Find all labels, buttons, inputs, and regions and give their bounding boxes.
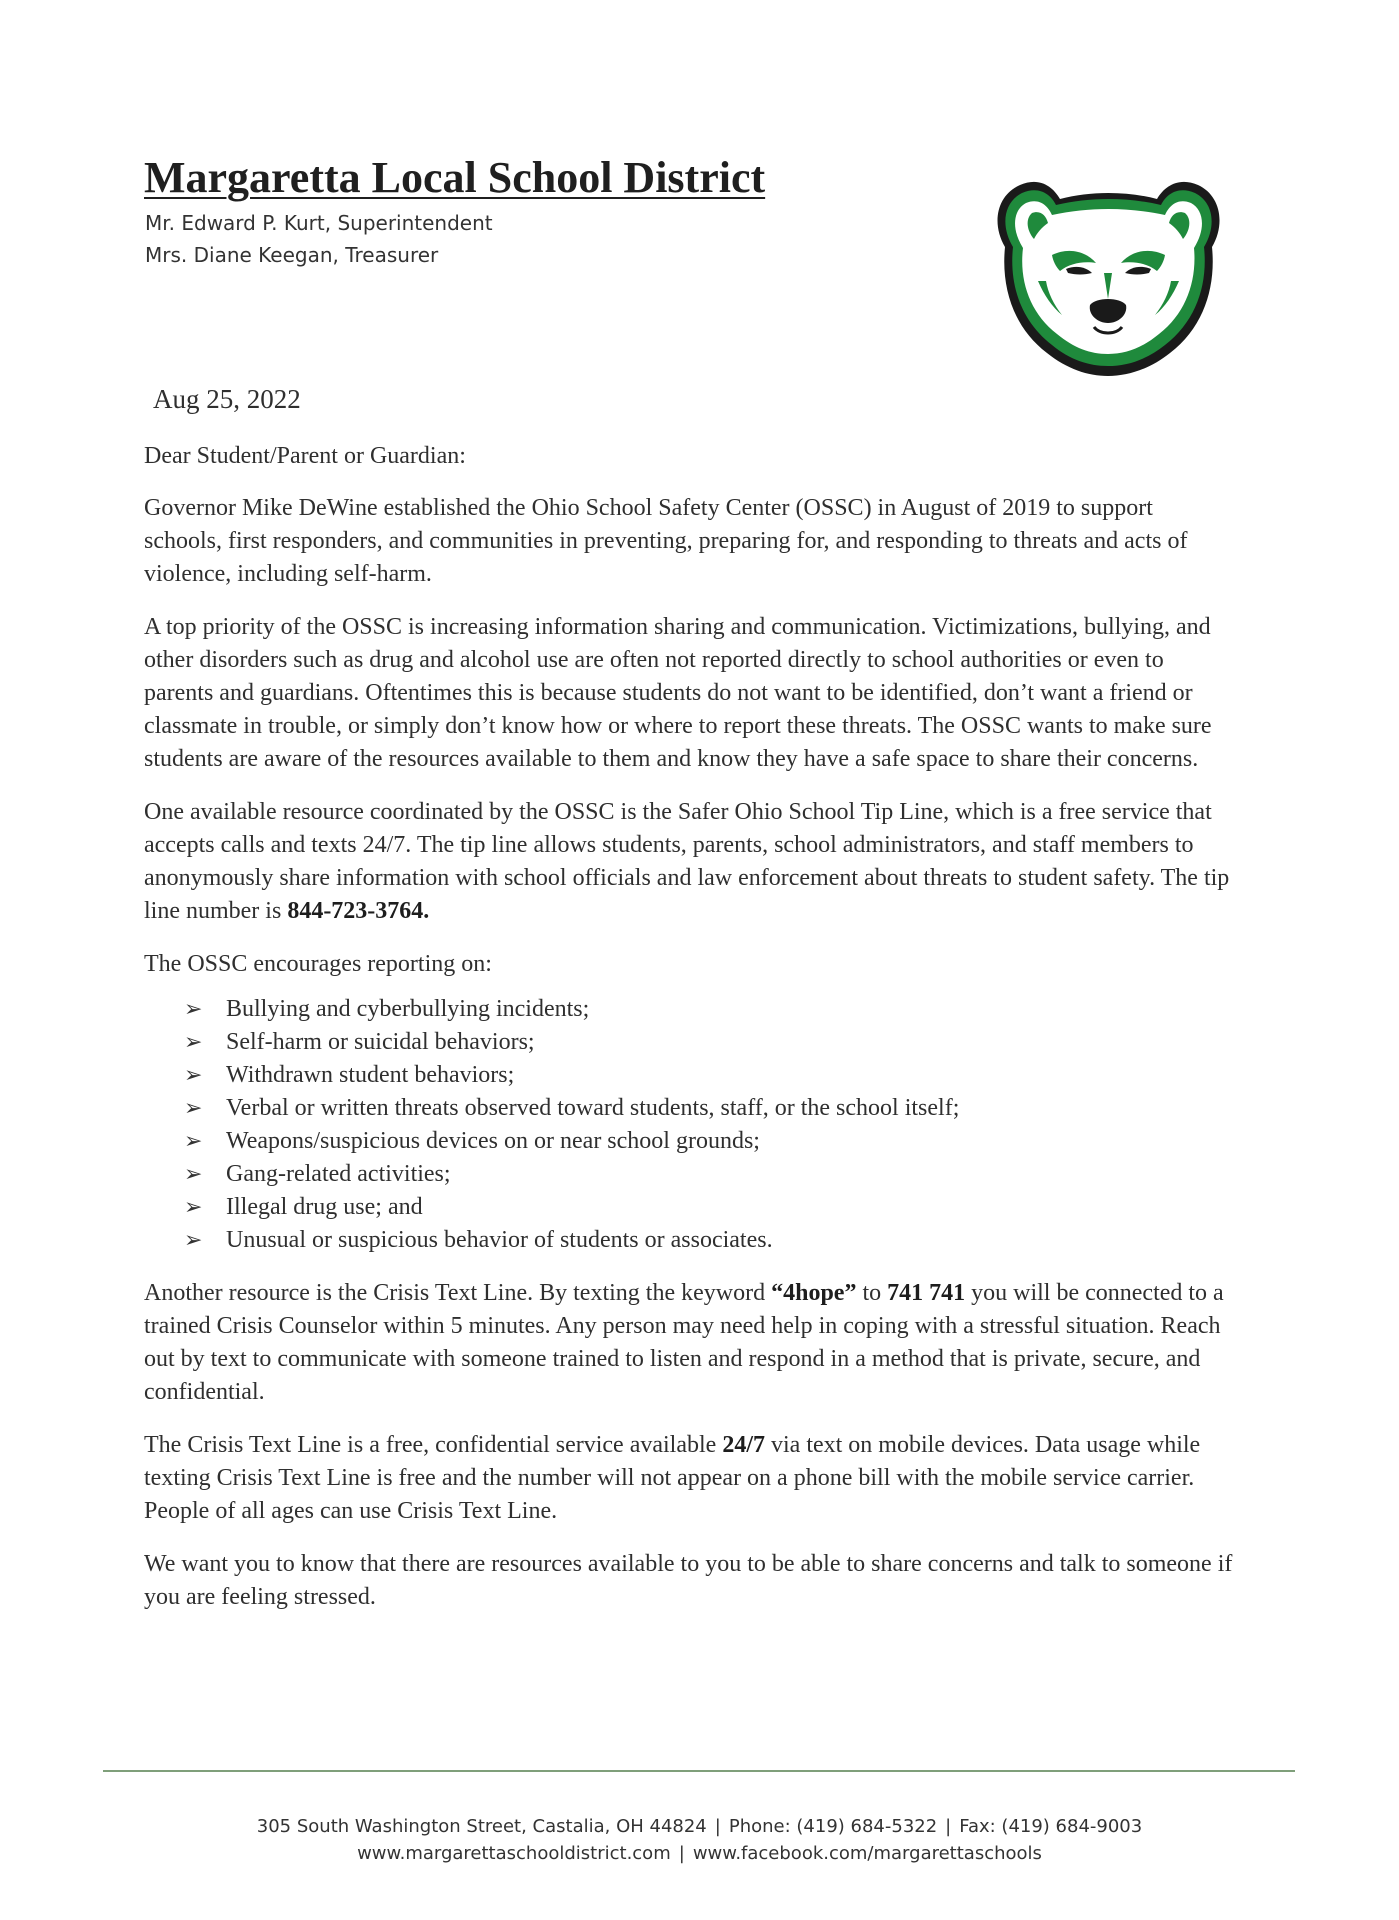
footer-fax: Fax: (419) 684-9003 <box>959 1816 1143 1837</box>
reporting-list-item <box>184 1125 1234 1158</box>
reporting-list-item-text: Unusual or suspicious behavior of students or associates. <box>226 1227 773 1253</box>
paragraph-encourages: The OSSC encourages reporting on: <box>144 951 492 977</box>
reporting-list-item-text: Gang-related activities; <box>226 1161 451 1187</box>
footer-separator: | <box>945 1816 952 1837</box>
footer-contact-line <box>0 1816 1399 1837</box>
reporting-list-item-text: Withdrawn student behaviors; <box>226 1062 515 1088</box>
treasurer-line: Mrs. Diane Keegan, Treasurer <box>145 243 439 267</box>
crisis-free-a: The Crisis Text Line is a free, confidential service available <box>144 1432 723 1458</box>
arrow-bullet-icon: ➢ <box>184 997 203 1022</box>
arrow-bullet-icon: ➢ <box>184 1195 203 1220</box>
reporting-list-item <box>184 1158 1234 1191</box>
footer-address: 305 South Washington Street, Castalia, OH 44824 <box>256 1816 707 1837</box>
letter-body <box>144 492 1234 1634</box>
paragraph-priority: A top priority of the OSSC is increasing information sharing and communication. Victimizations, bullying, and other disorders such as drug and alcohol use are often not reported directly to school authorities or even to parents and guardians. Oftentimes this is because students do not want to be identified, don’t want a friend or classmate in trouble, or simply don’t know how or where to report these threats. The OSSC wants to make sure students are aware of the resources available to them and know they have a safe space to share their concerns. <box>144 614 1212 772</box>
district-name: Margaretta Local School District <box>144 153 766 202</box>
crisis-hours: 24/7 <box>722 1432 765 1458</box>
salutation-text: Dear Student/Parent or Guardian: <box>144 443 466 469</box>
salutation <box>144 440 1234 493</box>
footer-divider <box>103 1770 1295 1772</box>
crisis-text-a: Another resource is the Crisis Text Line. By texting the keyword <box>144 1280 772 1306</box>
tip-line-text: One available resource coordinated by the OSSC is the Safer Ohio School Tip Line, which is a free service that accepts calls and texts 24/7. The tip line allows students, parents, school administrators, and staff members to anonymously share information with school officials and law enforcement about threats to student safety. The tip line number is <box>144 799 1230 924</box>
footer-website-link[interactable]: www.margarettaschooldistrict.com <box>357 1843 671 1864</box>
arrow-bullet-icon: ➢ <box>184 1162 203 1187</box>
reporting-list-item-text: Self-harm or suicidal behaviors; <box>226 1029 535 1055</box>
arrow-bullet-icon: ➢ <box>184 1030 203 1055</box>
reporting-list-item <box>184 1191 1234 1224</box>
crisis-text-c: you will be connected to a trained Crisis Counselor within 5 minutes. Any person may need help in coping with a stressful situation. Reach out by text to communicate with someone trained to listen and respond in a method that is private, secure, and confidential. <box>144 1280 1224 1405</box>
reporting-list-item <box>184 1059 1234 1092</box>
crisis-keyword: “4hope” <box>771 1280 857 1306</box>
paragraph-crisis-free <box>144 1429 1234 1528</box>
superintendent-line: Mr. Edward P. Kurt, Superintendent <box>145 211 493 235</box>
crisis-free-b: via text on mobile devices. Data usage while texting Crisis Text Line is free and the number will not appear on a phone bill with the mobile service carrier. People of all ages can use Crisis Text Line. <box>144 1432 1201 1524</box>
arrow-bullet-icon: ➢ <box>184 1096 203 1121</box>
footer-facebook-link[interactable]: www.facebook.com/margarettaschools <box>692 1843 1042 1864</box>
reporting-list-item-text: Bullying and cyberbullying incidents; <box>226 996 590 1022</box>
reporting-list-item <box>184 1224 1234 1257</box>
polar-bear-mascot-icon <box>990 177 1227 377</box>
paragraph-ossc-intro: Governor Mike DeWine established the Ohio School Safety Center (OSSC) in August of 2019 to support schools, first responders, and communities in preventing, preparing for, and responding to threats and acts of violence, including self-harm. <box>144 495 1188 587</box>
paragraph-crisis-text <box>144 1277 1234 1409</box>
paragraph-closing: We want you to know that there are resources available to you to be able to share concerns and talk to someone if you are feeling stressed. <box>144 1551 1233 1610</box>
footer-separator: | <box>678 1843 685 1864</box>
reporting-list-item <box>184 1092 1234 1125</box>
reporting-list <box>144 993 1234 1257</box>
arrow-bullet-icon: ➢ <box>184 1063 203 1088</box>
reporting-list-item <box>184 993 1234 1026</box>
paragraph-tip-line <box>144 796 1234 928</box>
footer-web-line <box>0 1843 1399 1864</box>
arrow-bullet-icon: ➢ <box>184 1228 203 1253</box>
tip-line-phone: 844-723-3764. <box>287 898 430 924</box>
arrow-bullet-icon: ➢ <box>184 1129 203 1154</box>
footer-phone: Phone: (419) 684-5322 <box>728 1816 938 1837</box>
crisis-text-b: to <box>856 1280 888 1306</box>
reporting-list-item-text: Illegal drug use; and <box>226 1194 423 1220</box>
reporting-list-item-text: Verbal or written threats observed toward students, staff, or the school itself; <box>226 1095 960 1121</box>
crisis-number: 741 741 <box>887 1280 966 1306</box>
reporting-list-item <box>184 1026 1234 1059</box>
letter-date: Aug 25, 2022 <box>153 384 301 414</box>
footer-separator: | <box>714 1816 721 1837</box>
reporting-list-item-text: Weapons/suspicious devices on or near school grounds; <box>226 1128 760 1154</box>
